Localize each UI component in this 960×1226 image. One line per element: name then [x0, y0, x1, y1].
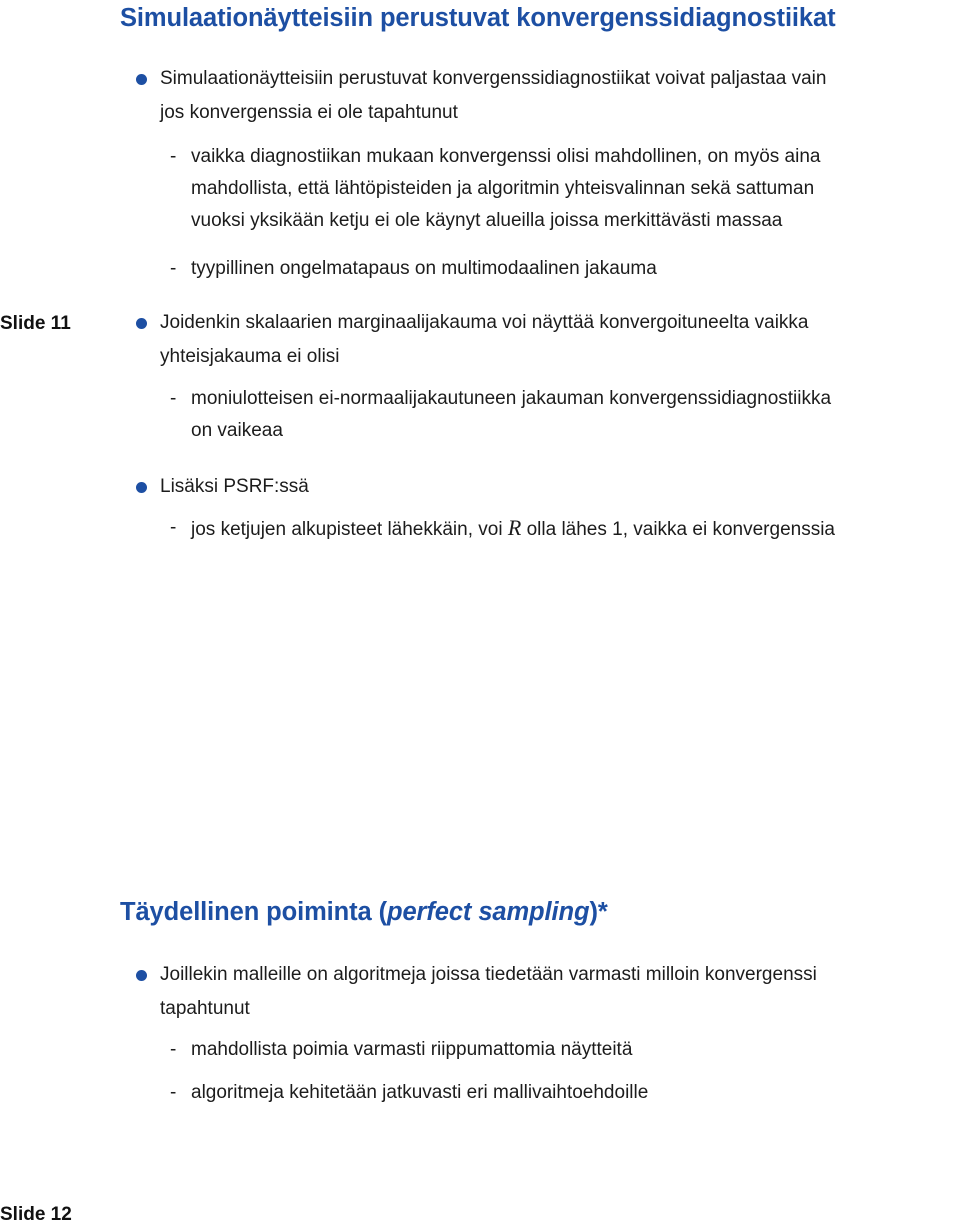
bullet-dot-icon: [136, 318, 147, 329]
bullet-dot-icon: [136, 970, 147, 981]
bullet-dot-icon: [136, 482, 147, 493]
sub-text: tyypillinen ongelmatapaus on multimodaalinen jakauma: [191, 258, 657, 279]
bullet-text: Joillekin malleille on algoritmeja joissa tiedetään varmasti milloin konvergenssi: [160, 964, 817, 985]
slide-title: [120, 898, 608, 927]
title-italic: perfect sampling: [387, 898, 590, 926]
sub-text: vaikka diagnostiikan mukaan konvergenssi olisi mahdollinen, on myös aina: [191, 146, 821, 167]
bullet-dot-icon: [136, 74, 147, 85]
sub-text: vuoksi yksikään ketju ei ole käynyt alueilla joissa merkittävästi massaa: [191, 210, 783, 231]
dash-marker: -: [170, 517, 177, 538]
bullet-item: [160, 470, 950, 504]
sub-text: [191, 512, 835, 546]
slide-title: Simulaationäytteisiin perustuvat konvergenssidiagnostiikat: [120, 4, 836, 32]
dash-marker: -: [170, 258, 177, 279]
bullet-text: Simulaationäytteisiin perustuvat konvergenssidiagnostiikat voivat paljastaa vain: [160, 68, 827, 89]
slide-label: Slide 12: [0, 1204, 72, 1225]
bullet-text: jos konvergenssia ei ole tapahtunut: [160, 102, 458, 123]
sub-text: mahdollista, että lähtöpisteiden ja algoritmin yhteisvalinnan sekä sattuman: [191, 178, 815, 199]
bullet-text: Lisäksi PSRF:ssä: [160, 476, 309, 497]
sub-text: moniulotteisen ei-normaalijakautuneen jakauman konvergenssidiagnostiikka: [191, 388, 832, 409]
dash-marker: -: [170, 1082, 177, 1103]
dash-marker: -: [170, 1039, 177, 1060]
math-symbol-r: R: [507, 515, 522, 540]
title-end: )*: [589, 898, 608, 926]
bullet-text: Joidenkin skalaarien marginaalijakauma voi näyttää konvergoituneelta vaikka: [160, 312, 809, 333]
dash-marker: -: [170, 388, 177, 409]
bullet-text: yhteisjakauma ei olisi: [160, 346, 340, 367]
sub-text-after: olla lähes 1, vaikka ei konvergenssia: [521, 519, 835, 540]
dash-marker: -: [170, 146, 177, 167]
title-main: Täydellinen poiminta (: [120, 898, 387, 926]
slide-label: Slide 11: [0, 313, 71, 334]
sub-text: on vaikeaa: [191, 420, 283, 441]
bullet-text: tapahtunut: [160, 998, 250, 1019]
slide-12: [0, 880, 960, 1226]
slide-11: [0, 0, 960, 610]
bullet-item: [160, 958, 950, 1026]
bullet-item: [160, 306, 950, 374]
bullet-item: [160, 62, 950, 130]
sub-text: algoritmeja kehitetään jatkuvasti eri mallivaihtoehdoille: [191, 1082, 649, 1103]
sub-text: mahdollista poimia varmasti riippumattomia näytteitä: [191, 1039, 633, 1060]
sub-text-before: jos ketjujen alkupisteet lähekkäin, voi: [191, 519, 508, 540]
